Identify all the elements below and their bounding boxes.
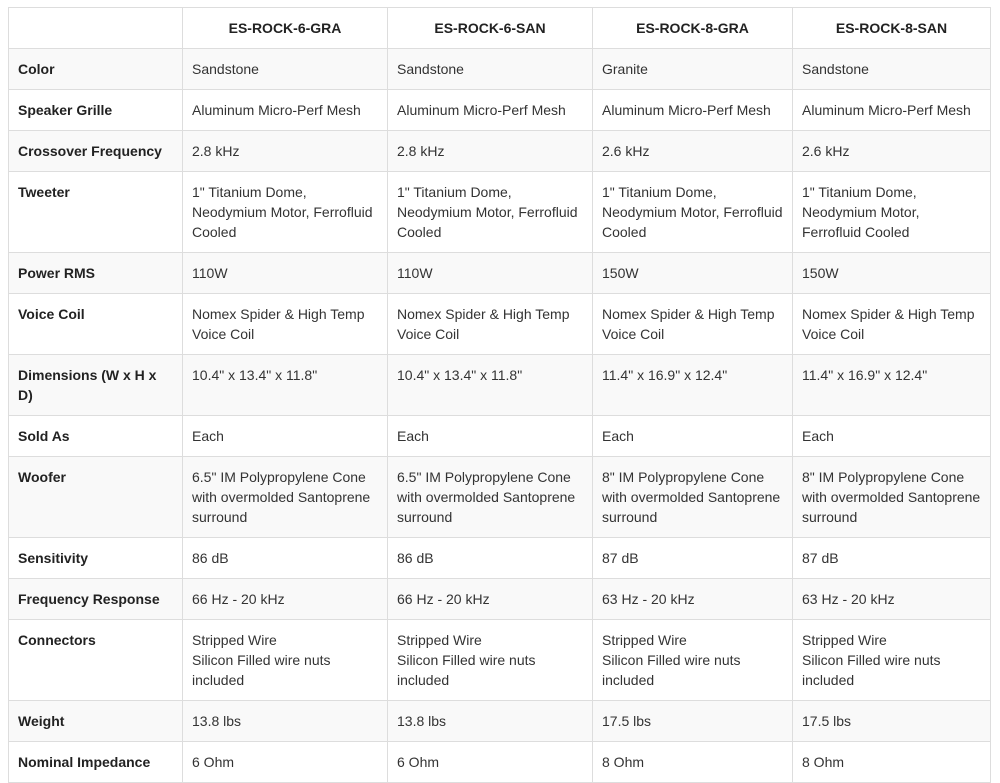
table-cell: Sandstone	[388, 49, 593, 90]
table-cell: 17.5 lbs	[793, 701, 991, 742]
table-row	[9, 294, 991, 355]
row-label-tweeter: Tweeter	[9, 172, 183, 253]
table-cell: 1" Titanium Dome, Neodymium Motor, Ferrofluid Cooled	[793, 172, 991, 253]
table-row	[9, 742, 991, 783]
table-cell: 2.8 kHz	[388, 131, 593, 172]
table-cell: 2.6 kHz	[793, 131, 991, 172]
row-label-dimensions: Dimensions (W x H x D)	[9, 355, 183, 416]
table-cell: 1" Titanium Dome, Neodymium Motor, Ferrofluid Cooled	[183, 172, 388, 253]
table-cell: 8" IM Polypropylene Cone with overmolded Santoprene surround	[793, 457, 991, 538]
table-cell: Sandstone	[183, 49, 388, 90]
column-header-es-rock-8-san: ES-ROCK-8-SAN	[793, 8, 991, 49]
table-cell: 150W	[793, 253, 991, 294]
row-label-voice-coil: Voice Coil	[9, 294, 183, 355]
table-cell: 150W	[593, 253, 793, 294]
table-row	[9, 355, 991, 416]
table-cell: Each	[593, 416, 793, 457]
row-label-crossover-frequency: Crossover Frequency	[9, 131, 183, 172]
column-header-es-rock-6-gra: ES-ROCK-6-GRA	[183, 8, 388, 49]
table-cell: 66 Hz - 20 kHz	[183, 579, 388, 620]
table-cell: Aluminum Micro-Perf Mesh	[183, 90, 388, 131]
table-row	[9, 49, 991, 90]
table-cell: Aluminum Micro-Perf Mesh	[388, 90, 593, 131]
row-label-nominal-impedance: Nominal Impedance	[9, 742, 183, 783]
table-cell: Stripped Wire Silicon Filled wire nuts included	[183, 620, 388, 701]
spec-table	[8, 7, 991, 783]
table-cell: Each	[183, 416, 388, 457]
table-cell: 17.5 lbs	[593, 701, 793, 742]
table-cell: 110W	[388, 253, 593, 294]
table-cell: 6 Ohm	[388, 742, 593, 783]
table-cell: 8" IM Polypropylene Cone with overmolded Santoprene surround	[593, 457, 793, 538]
table-cell: 1" Titanium Dome, Neodymium Motor, Ferrofluid Cooled	[593, 172, 793, 253]
table-cell: 63 Hz - 20 kHz	[793, 579, 991, 620]
table-cell: Sandstone	[793, 49, 991, 90]
table-row	[9, 416, 991, 457]
table-cell: Each	[388, 416, 593, 457]
table-cell: Nomex Spider & High Temp Voice Coil	[793, 294, 991, 355]
table-cell: Aluminum Micro-Perf Mesh	[593, 90, 793, 131]
table-cell: 86 dB	[388, 538, 593, 579]
table-cell: Stripped Wire Silicon Filled wire nuts included	[388, 620, 593, 701]
table-cell: 6 Ohm	[183, 742, 388, 783]
table-row	[9, 701, 991, 742]
table-cell: 8 Ohm	[793, 742, 991, 783]
table-cell: 66 Hz - 20 kHz	[388, 579, 593, 620]
row-label-frequency-response: Frequency Response	[9, 579, 183, 620]
table-cell: 13.8 lbs	[388, 701, 593, 742]
table-row	[9, 620, 991, 701]
table-row	[9, 538, 991, 579]
column-header-es-rock-8-gra: ES-ROCK-8-GRA	[593, 8, 793, 49]
table-cell: 6.5" IM Polypropylene Cone with overmolded Santoprene surround	[388, 457, 593, 538]
table-cell: Nomex Spider & High Temp Voice Coil	[183, 294, 388, 355]
table-cell: 11.4" x 16.9" x 12.4"	[593, 355, 793, 416]
table-cell: Aluminum Micro-Perf Mesh	[793, 90, 991, 131]
table-cell: 86 dB	[183, 538, 388, 579]
table-cell: 2.8 kHz	[183, 131, 388, 172]
table-row	[9, 172, 991, 253]
table-cell: 13.8 lbs	[183, 701, 388, 742]
table-cell: 11.4" x 16.9" x 12.4"	[793, 355, 991, 416]
table-cell: Nomex Spider & High Temp Voice Coil	[388, 294, 593, 355]
row-label-woofer: Woofer	[9, 457, 183, 538]
table-cell: 8 Ohm	[593, 742, 793, 783]
table-cell: 10.4" x 13.4" x 11.8"	[183, 355, 388, 416]
table-cell: 1" Titanium Dome, Neodymium Motor, Ferrofluid Cooled	[388, 172, 593, 253]
table-row	[9, 579, 991, 620]
header-row	[9, 8, 991, 49]
table-row	[9, 457, 991, 538]
table-cell: 87 dB	[593, 538, 793, 579]
header-corner	[9, 8, 183, 49]
table-cell: Stripped Wire Silicon Filled wire nuts included	[593, 620, 793, 701]
table-cell: Granite	[593, 49, 793, 90]
table-cell: 10.4" x 13.4" x 11.8"	[388, 355, 593, 416]
table-row	[9, 131, 991, 172]
row-label-power-rms: Power RMS	[9, 253, 183, 294]
table-row	[9, 253, 991, 294]
table-cell: Nomex Spider & High Temp Voice Coil	[593, 294, 793, 355]
row-label-speaker-grille: Speaker Grille	[9, 90, 183, 131]
table-cell: Each	[793, 416, 991, 457]
row-label-sold-as: Sold As	[9, 416, 183, 457]
row-label-color: Color	[9, 49, 183, 90]
spec-table-body	[9, 49, 991, 783]
table-row	[9, 90, 991, 131]
table-cell: 63 Hz - 20 kHz	[593, 579, 793, 620]
spec-table-header	[9, 8, 991, 49]
table-cell: 110W	[183, 253, 388, 294]
row-label-connectors: Connectors	[9, 620, 183, 701]
table-cell: 6.5" IM Polypropylene Cone with overmolded Santoprene surround	[183, 457, 388, 538]
row-label-sensitivity: Sensitivity	[9, 538, 183, 579]
table-cell: Stripped Wire Silicon Filled wire nuts included	[793, 620, 991, 701]
row-label-weight: Weight	[9, 701, 183, 742]
table-cell: 2.6 kHz	[593, 131, 793, 172]
table-cell: 87 dB	[793, 538, 991, 579]
column-header-es-rock-6-san: ES-ROCK-6-SAN	[388, 8, 593, 49]
